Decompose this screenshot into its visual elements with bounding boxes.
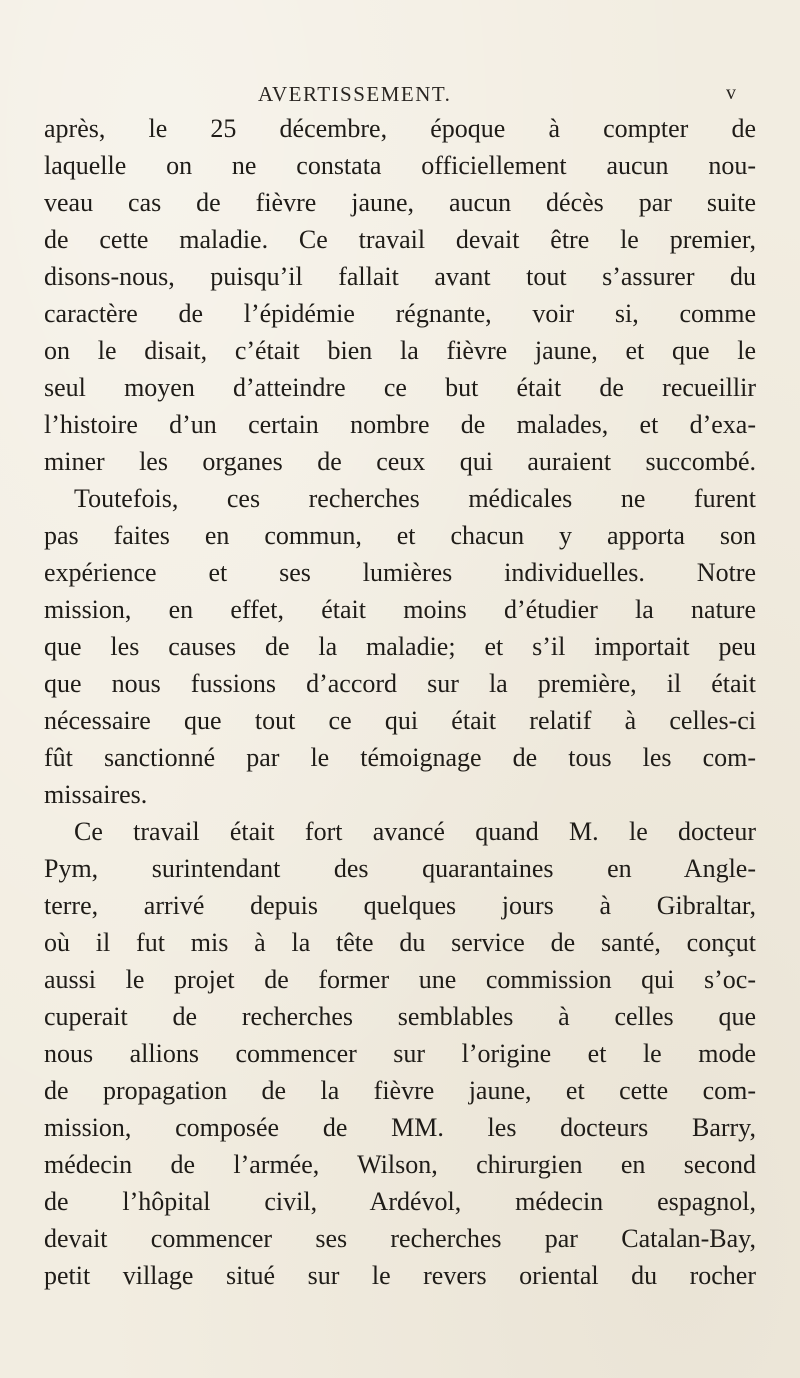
text-line: Toutefois, ces recherches médicales ne furent — [74, 484, 756, 513]
text-line: veau cas de fièvre jaune, aucun décès par suite — [44, 188, 756, 217]
text-line: disons-nous, puisqu’il fallait avant tout s’assurer du — [44, 262, 756, 291]
text-line: laquelle on ne constata officiellement aucun nou- — [44, 151, 756, 180]
text-line: on le disait, c’était bien la fièvre jaune, et que le — [44, 336, 756, 365]
text-line: pas faites en commun, et chacun y apporta son — [44, 521, 756, 550]
text-line: après, le 25 décembre, époque à compter de — [44, 114, 756, 143]
page-number: v — [726, 82, 736, 104]
text-line: Ce travail était fort avancé quand M. le docteur — [74, 817, 756, 846]
text-line: l’histoire d’un certain nombre de malades, et d’exa- — [44, 410, 756, 439]
text-line: que nous fussions d’accord sur la première, il était — [44, 669, 756, 698]
text-line: de cette maladie. Ce travail devait être le premier, — [44, 225, 756, 254]
text-line: missaires. — [44, 780, 148, 809]
text-line: cuperait de recherches semblables à celles que — [44, 1002, 756, 1031]
text-line: nous allions commencer sur l’origine et le mode — [44, 1039, 756, 1068]
running-head — [0, 82, 800, 110]
text-line: devait commencer ses recherches par Catalan-Bay, — [44, 1224, 756, 1253]
text-line: Pym, surintendant des quarantaines en Angle- — [44, 854, 756, 883]
text-line: petit village situé sur le revers oriental du rocher — [44, 1261, 756, 1290]
text-line: expérience et ses lumières individuelles. Notre — [44, 558, 756, 587]
text-line: mission, composée de MM. les docteurs Barry, — [44, 1113, 756, 1142]
text-line: miner les organes de ceux qui auraient succombé. — [44, 447, 756, 476]
text-line: où il fut mis à la tête du service de santé, conçut — [44, 928, 756, 957]
text-line: médecin de l’armée, Wilson, chirurgien en second — [44, 1150, 756, 1179]
text-line: terre, arrivé depuis quelques jours à Gibraltar, — [44, 891, 756, 920]
text-line: mission, en effet, était moins d’étudier la nature — [44, 595, 756, 624]
text-line: caractère de l’épidémie régnante, voir si, comme — [44, 299, 756, 328]
text-line: que les causes de la maladie; et s’il importait peu — [44, 632, 756, 661]
text-line: de propagation de la fièvre jaune, et cette com- — [44, 1076, 756, 1105]
text-line: seul moyen d’atteindre ce but était de recueillir — [44, 373, 756, 402]
text-line: de l’hôpital civil, Ardévol, médecin espagnol, — [44, 1187, 756, 1216]
text-line: nécessaire que tout ce qui était relatif à celles-ci — [44, 706, 756, 735]
running-title: AVERTISSEMENT. — [258, 82, 452, 106]
body-text — [44, 110, 756, 1294]
text-line: fût sanctionné par le témoignage de tous les com- — [44, 743, 756, 772]
text-line: aussi le projet de former une commission qui s’oc- — [44, 965, 756, 994]
